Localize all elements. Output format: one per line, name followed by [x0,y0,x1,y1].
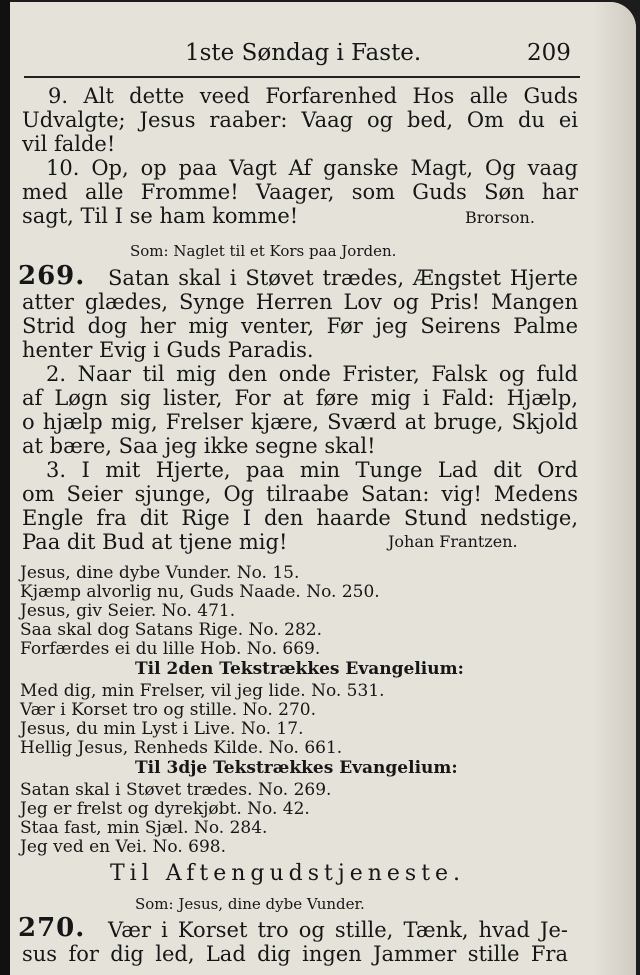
hymn-269-line-11: Engle fra dit Rige I den haarde Stund nedstige, [22,506,578,530]
hymn-270-melody: Som: Jesus, dine dybe Vunder. [135,895,365,913]
hymn-ref-item: Jeg er frelst og dyrekjøbt. No. 42. [20,799,310,819]
hymn-269-line-4: henter Evig i Guds Paradis. [22,338,314,362]
hymn-ref-item: Jeg ved en Vei. No. 698. [20,837,227,857]
hymn-269-line-7: o hjælp mig, Frelser kjære, Sværd at bruge, Skjold [22,410,578,434]
book-page [10,2,636,975]
verse-9-line-2: Udvalgte; Jesus raaber: Vaag og bed, Om du ei [22,108,578,132]
hymn-269-line-9: 3. I mit Hjerte, paa min Tunge Lad dit Ord [46,458,578,482]
hymn-ref-item: Hellig Jesus, Renheds Kilde. No. 661. [20,738,343,758]
hymn-ref-item: Jesus, du min Lyst i Live. No. 17. [20,719,304,739]
hymn-269-line-2: atter glædes, Synge Herren Lov og Pris! Mangen [22,290,578,314]
hymn-ref-item: Vær i Korset tro og stille. No. 270. [20,700,317,720]
hymn-269-line-5: 2. Naar til mig den onde Frister, Falsk og fuld [46,362,578,386]
hymn-269-line-1: Satan skal i Støvet trædes, Ængstet Hjerte [108,266,578,290]
verse-9-line-3: vil falde! [22,132,116,156]
hymn-269-line-8: at bære, Saa jeg ikke segne skal! [22,434,376,458]
signature-frantzen: Johan Frantzen. [388,532,518,551]
hymn-ref-item: Kjæmp alvorlig nu, Guds Naade. No. 250. [20,582,380,602]
section-title-evening-service: Til Aftengudstjeneste. [110,861,466,886]
hymn-269-melody: Som: Naglet til et Kors paa Jorden. [130,242,397,260]
verse-10-line-3: sagt, Til I se ham komme! [22,204,299,228]
verse-9-line-1: 9. Alt dette veed Forfarenhed Hos alle Guds [48,84,578,108]
section-heading-3rd-gospel: Til 3dje Tekstrækkes Evangelium: [135,758,458,778]
page-number: 209 [527,40,571,66]
hymn-270-line-1: Vær i Korset tro og stille, Tænk, hvad Je- [108,918,568,942]
hymn-270-line-2: sus for dig led, Lad dig ingen Jammer stille Fra [22,942,568,966]
hymn-ref-item: Med dig, min Frelser, vil jeg lide. No. 531. [20,681,385,701]
hymn-269-number: 269. [18,261,86,291]
header-title: 1ste Søndag i Faste. [185,40,422,66]
hymn-ref-item: Jesus, giv Seier. No. 471. [20,601,236,621]
hymn-270-number: 270. [18,913,86,943]
hymn-269-line-12: Paa dit Bud at tjene mig! [22,530,288,554]
hymn-ref-item: Forfærdes ei du lille Hob. No. 669. [20,639,321,659]
hymn-ref-item: Saa skal dog Satans Rige. No. 282. [20,620,323,640]
verse-10-line-2: med alle Fromme! Vaager, som Guds Søn har [22,180,578,204]
page-curl-shade [593,2,636,975]
running-header [10,40,636,70]
signature-brorson: Brorson. [465,208,535,227]
hymn-ref-item: Satan skal i Støvet trædes. No. 269. [20,780,332,800]
header-rule [24,76,580,78]
hymn-ref-item: Jesus, dine dybe Vunder. No. 15. [20,563,300,583]
hymn-269-line-10: om Seier sjunge, Og tilraabe Satan: vig! Medens [22,482,578,506]
verse-10-line-1: 10. Op, op paa Vagt Af ganske Magt, Og vaag [46,156,578,180]
hymn-ref-item: Staa fast, min Sjæl. No. 284. [20,818,268,838]
hymn-269-line-3: Strid dog her mig venter, Før jeg Seirens Palme [22,314,578,338]
hymn-269-line-6: af Løgn sig lister, For at føre mig i Fald: Hjælp, [22,386,578,410]
book-spine-shadow [0,0,10,975]
section-heading-2nd-gospel: Til 2den Tekstrækkes Evangelium: [135,659,464,679]
